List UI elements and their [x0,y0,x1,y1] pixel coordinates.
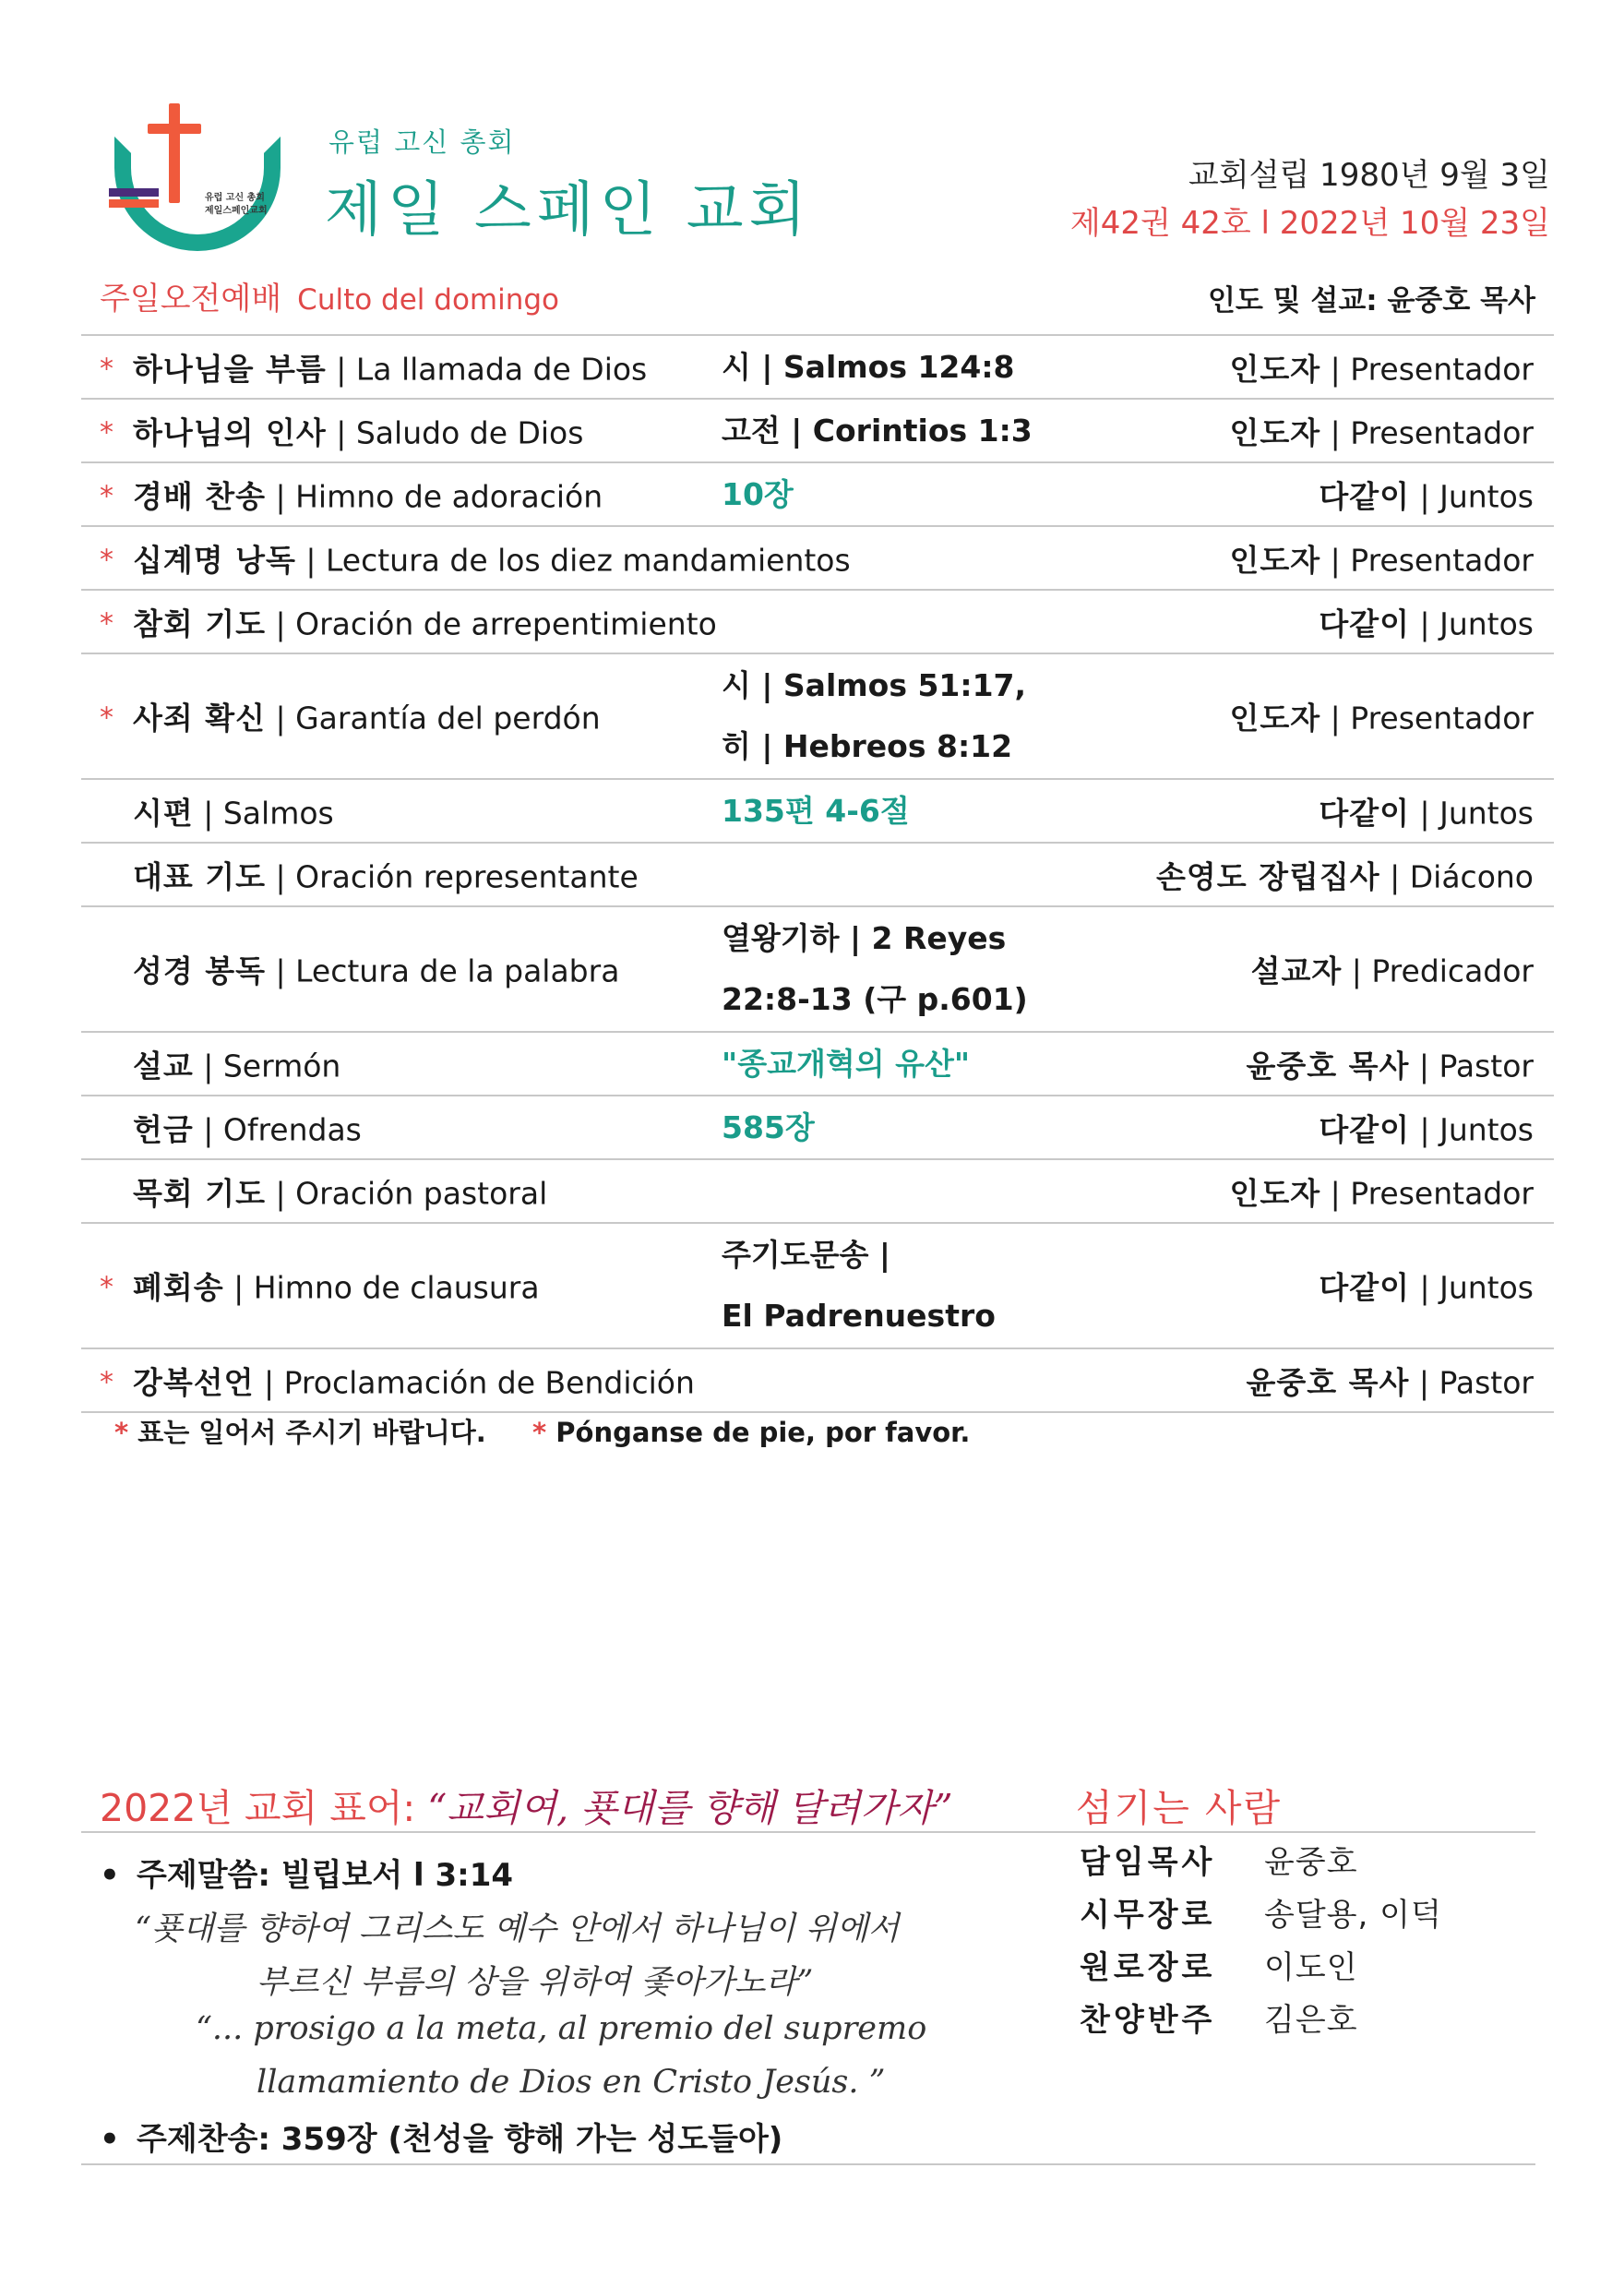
service-item-es: | Oración pastoral [266,1175,548,1211]
service-item-es: | Salmos [193,795,334,831]
service-item-es: | Lectura de los diez mandamientos [295,542,851,578]
motto-quote: “교회여, 푯대를 향해 달려가자” [427,1786,953,1830]
service-item [133,1106,362,1149]
service-item-ko: 설교 [133,1048,194,1084]
service-reference [722,401,1033,461]
service-leader-cell [1230,695,1534,738]
service-item-ko: 목회 기도 [133,1175,267,1211]
service-item-ko: 폐회송 [133,1269,224,1306]
server-role: 원로장로 [1080,1949,1216,1986]
service-row [81,654,1554,780]
leader-es: | Juntos [1410,795,1534,831]
bullet-icon: • [100,2121,120,2158]
leader-ko: 인도자 [1229,414,1321,450]
leader-es: | Juntos [1410,1111,1534,1147]
service-item [133,1042,340,1085]
reference-line: 135편 4-6절 [722,792,910,829]
leader-es: | Pastor [1409,1048,1534,1084]
service-header [100,273,1535,325]
server-role: 시무장로 [1080,1897,1216,1934]
service-leader-cell [1156,853,1534,896]
service-row [81,400,1554,463]
note-star-icon: * [114,1417,129,1448]
service-leader-cell [1246,1042,1534,1085]
note-star-icon: * [531,1417,547,1448]
theme-hymn-text: 주제찬송: 359장 (천성을 향해 가는 성도들아) [137,2121,783,2158]
service-item [133,345,647,389]
theme-hymn-label [100,2114,782,2159]
service-item [133,536,851,580]
verse-es-line-1: “... prosigo a la meta, al premio del supremo [196,2010,927,2047]
service-item [133,600,717,643]
reference-line: 22:8-13 (구 p.601) [722,981,1028,1017]
service-item-es: | Proclamación de Bendición [254,1364,695,1400]
service-item-es: | Sermón [193,1048,341,1084]
service-item-ko: 헌금 [133,1111,194,1147]
motto-prefix: 2022년 교회 표어: [100,1786,428,1830]
leader-ko: 설교자 [1250,952,1343,989]
service-item-ko: 경배 찬송 [133,478,267,514]
service-item-ko: 하나님을 부름 [133,351,327,387]
service-leader-cell [1230,536,1534,580]
logo-bar-orange [109,199,159,208]
order-of-service-table [81,334,1554,1413]
servers-title: 섬기는 사람 [1076,1786,1283,1830]
reference-line: El Padrenuestro [722,1298,996,1334]
service-leader-cell [1319,600,1534,643]
leader-es: | Presentador [1320,542,1534,578]
star-icon: * [100,1365,113,1398]
reference-line: 시 | Salmos 124:8 [722,348,1015,385]
logo-text-line: 유럽 고신 총회 [205,193,265,203]
server-row [1080,1942,1442,1995]
leader-ko: 인도자 [1229,542,1321,578]
leader-es: | Juntos [1410,1269,1534,1306]
bullet-icon: • [100,1857,120,1894]
service-item-es: | La llamada de Dios [326,351,648,387]
service-row [81,591,1554,654]
service-row [81,1096,1554,1160]
service-reference [722,337,1015,398]
divider [81,2163,1535,2165]
server-row [1080,1995,1442,2047]
leader-ko: 다같이 [1319,605,1411,641]
star-icon: * [100,352,113,385]
leader-ko: 인도자 [1229,1175,1321,1211]
service-item [133,853,639,896]
service-leader: 인도 및 설교: 윤중호 목사 [1207,284,1535,317]
divider [81,1831,1535,1833]
service-leader-cell [1230,1169,1534,1213]
leader-es: | Juntos [1410,605,1534,641]
church-name: 제일 스페인 교회 [325,176,812,245]
service-item [133,1264,540,1308]
service-item-es: | Oración de arrepentimiento [266,605,717,641]
service-item-es: | Lectura de la palabra [266,952,620,989]
server-row [1080,1889,1442,1942]
service-row [81,1160,1554,1224]
star-icon: * [100,1271,113,1304]
service-row [81,1224,1554,1349]
star-icon: * [100,606,113,640]
standing-note [114,1412,970,1450]
leader-es: | Predicador [1342,952,1534,989]
leader-ko: 다같이 [1319,1269,1411,1306]
reference-line: 585장 [722,1108,815,1145]
leader-ko: 인도자 [1229,351,1321,387]
service-reference [722,908,1028,1030]
service-item [133,409,583,452]
church-motto [100,1778,953,1832]
service-row [81,336,1554,400]
service-item [133,1169,547,1213]
service-item-es: | Oración representante [266,858,639,894]
theme-verse-label [100,1850,513,1895]
leader-es: | Presentador [1320,1175,1534,1211]
service-row [81,527,1554,591]
reference-line: 시 | Salmos 51:17, [722,667,1027,703]
service-row [81,1349,1554,1413]
service-item-ko: 참회 기도 [133,605,267,641]
service-reference [722,781,910,842]
leader-ko: 다같이 [1319,478,1411,514]
service-item-es: | Garantía del perdón [266,700,601,737]
logo-text-line: 제일스페인교회 [205,206,268,216]
logo-text [205,192,288,218]
service-reference [722,464,794,525]
leader-es: | Juntos [1410,478,1534,514]
leader-ko: 손영도 장립집사 [1156,858,1380,894]
leader-ko: 윤중호 목사 [1246,1048,1410,1084]
verse-es-line-2: llamamiento de Dios en Cristo Jesús. ” [257,2064,886,2101]
star-icon: * [100,479,113,512]
logo-bar-purple [109,188,159,197]
leader-es: | Presentador [1320,351,1534,387]
server-names: 윤중호 [1264,1844,1358,1881]
star-icon: * [100,543,113,576]
service-item-es: | Himno de clausura [223,1269,540,1306]
service-row [81,907,1554,1033]
service-item-ko: 십계명 낭독 [133,542,296,578]
verse-ko-line-2: 부르신 부름의 상을 위하여 좇아가노라” [257,1964,814,2001]
service-leader-cell [1246,1359,1534,1402]
verse-ko-line-1: “푯대를 향하여 그리스도 예수 안에서 하나님이 위에서 [135,1911,900,1947]
leader-ko: 인도자 [1229,700,1321,737]
service-item-ko: 시편 [133,795,194,831]
server-names: 송달용, 이덕 [1264,1897,1442,1934]
service-item-ko: 하나님의 인사 [133,414,327,450]
service-reference [722,1225,996,1347]
server-role: 찬양반주 [1080,2002,1216,2039]
star-icon: * [100,415,113,449]
service-leader-cell [1319,473,1534,516]
star-icon: * [100,701,113,735]
service-item [133,695,601,738]
leader-ko: 다같이 [1319,795,1411,831]
service-item [133,789,334,833]
service-item-es: | Ofrendas [193,1111,362,1147]
server-role: 담임목사 [1080,1844,1216,1881]
service-leader-cell [1251,948,1534,991]
service-reference [722,1097,815,1158]
service-row [81,463,1554,527]
service-item-ko: 대표 기도 [133,858,267,894]
service-item [133,473,603,516]
service-reference [722,655,1026,777]
service-item [133,1359,695,1402]
service-item-ko: 강복선언 [133,1364,255,1400]
service-leader-cell [1230,409,1534,452]
service-reference [722,1034,970,1095]
note-ko: 표는 일어서 주시기 바랍니다. [137,1417,486,1448]
issue-info: 제42권 42호 l 2022년 10월 23일 [1069,205,1550,242]
reference-line: 10장 [722,475,794,512]
cross-icon [169,103,180,203]
cross-icon-bar [148,124,201,134]
service-leader-cell [1230,345,1534,389]
reference-line: 고전 | Corintios 1:3 [722,412,1033,449]
server-row [1080,1837,1442,1889]
church-logo [96,100,292,255]
leader-es: | Pastor [1409,1364,1534,1400]
service-item [133,948,619,991]
reference-line: 주기도문송 | [722,1237,890,1273]
service-row [81,844,1554,907]
service-leader-cell [1319,1106,1534,1149]
service-item-ko: 성경 봉독 [133,952,267,989]
founded-date: 교회설립 1980년 9월 3일 [1188,157,1550,194]
service-item-ko: 사죄 확신 [133,700,267,737]
service-leader-cell [1319,1264,1534,1308]
service-item-es: | Saludo de Dios [326,414,584,450]
leader-ko: 다같이 [1319,1111,1411,1147]
leader-es: | Presentador [1320,414,1534,450]
servers-list [1080,1837,1442,2047]
leader-es: | Presentador [1320,700,1534,737]
reference-line: "종교개혁의 유산" [722,1045,971,1082]
service-row [81,1033,1554,1096]
service-leader-cell [1319,789,1534,833]
reference-line: 열왕기하 | 2 Reyes [722,920,1007,956]
theme-verse-text: 주제말씀: 빌립보서 l 3:14 [137,1857,514,1894]
reference-line: 히 | Hebreos 8:12 [722,728,1013,764]
service-row [81,780,1554,844]
server-names: 김은호 [1264,2002,1358,2039]
note-es: Pónganse de pie, por favor. [555,1417,971,1448]
leader-es: | Diácono [1379,858,1534,894]
service-item-es: | Himno de adoración [266,478,603,514]
leader-ko: 윤중호 목사 [1246,1364,1410,1400]
server-names: 이도인 [1264,1949,1358,1986]
assembly-subtitle: 유럽 고신 총회 [328,126,516,158]
service-title-ko: 주일오전예배 [100,281,282,317]
service-title-es: Culto del domingo [297,283,560,317]
